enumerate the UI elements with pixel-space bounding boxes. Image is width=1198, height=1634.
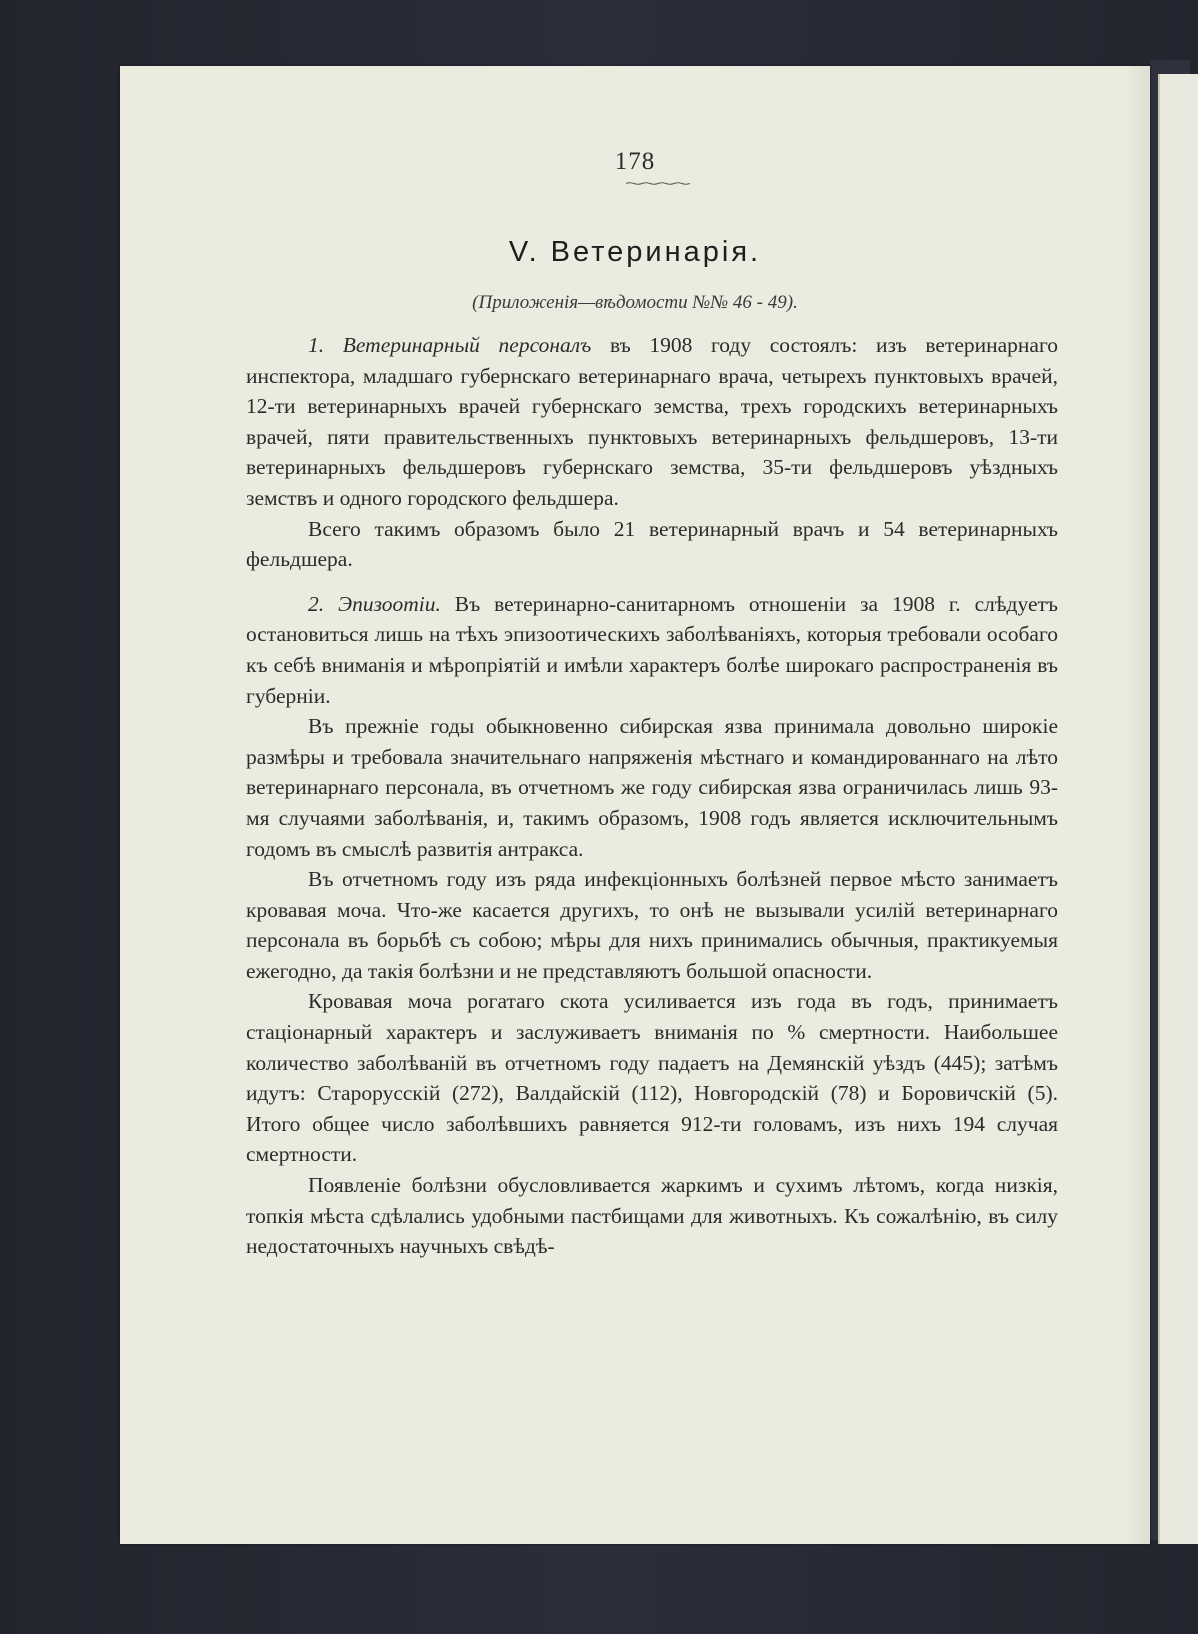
section-title: V. Ветеринарія.	[508, 236, 762, 268]
paragraph-text: Кровавая моча рогатаго скота усиливается изъ года въ годъ, принимаетъ стаціонарный характеръ и заслуживаетъ вниманія по % смертности. Наибольшее количество заболѣваній въ отчетномъ году падаетъ на Демянскій уѣздъ (445); затѣмъ идутъ: Старорусскій (272), Валдайскій (112), Новгородскій (78) и Боровичскій (5). Итого общее число заболѣвшихъ равняется 912-ти головамъ, изъ нихъ 194 случая смертности.	[246, 989, 1058, 1167]
paragraph-heading: 2. Эпизоотіи.	[308, 591, 441, 616]
paragraph-totals	[246, 514, 1058, 575]
body-text	[246, 330, 1058, 1262]
paragraph-causes	[246, 1170, 1058, 1262]
paragraph-text: Въ ветеринарно-санитарномъ отношеніи за 1908 г. слѣдуетъ остановиться лишь на тѣхъ эпизоотическихъ заболѣваніяхъ, которыя требовали особаго къ себѣ вниманія и мѣропріятій и имѣли характеръ болѣе широкаго распространенія въ губерніи.	[246, 591, 1058, 708]
paragraph-text: Въ отчетномъ году изъ ряда инфекціонныхъ болѣзней первое мѣсто занимаетъ кровавая моча. Что-же касается другихъ, то онѣ не вызывали усилій ветеринарнаго персонала въ борьбѣ съ собою; мѣры для нихъ принимались обычныя, практикуемыя ежегодно, да такія болѣзни и не представляютъ большой опасности.	[246, 867, 1058, 983]
paragraph-text: Всего такимъ образомъ было 21 ветеринарный врачъ и 54 ветеринарныхъ фельдшера.	[246, 516, 1058, 572]
paragraph-epizootics	[246, 589, 1058, 711]
paragraph-infections	[246, 864, 1058, 986]
page-gutter-shade	[1124, 66, 1150, 1544]
section-subtitle: (Приложенія—вѣдомости №№ 46 - 49).	[472, 292, 798, 313]
paragraph-heading: 1. Ветеринарный персоналъ	[308, 333, 592, 357]
paragraph-text: въ 1908 году состоялъ: изъ ветеринарнаго инспектора, младшаго губернскаго ветеринарнаго врача, четырехъ пунктовыхъ врачей, 12-ти ветеринарныхъ врачей губернскаго земства, трехъ городскихъ ветеринарныхъ врачей, пяти правительственныхъ пунктовыхъ ветеринарныхъ фельдшеровъ, 13-ти ветеринарныхъ фельдшеровъ губернскаго земства, 35-ти фельдшеровъ уѣздныхъ земствъ и одного городского фельдшера.	[246, 333, 1058, 510]
paragraph-anthrax	[246, 711, 1058, 864]
book-page	[120, 66, 1150, 1544]
page-number-ornament	[626, 182, 690, 185]
adjacent-page-edge	[1158, 74, 1198, 1544]
paragraph-personnel	[246, 330, 1058, 514]
paragraph-bloody-urine	[246, 986, 1058, 1170]
page-number: 178	[614, 148, 656, 175]
paragraph-text: Появленіе болѣзни обусловливается жаркимъ и сухимъ лѣтомъ, когда низкія, топкія мѣста сдѣлались удобными пастбищами для животныхъ. Къ сожалѣнію, въ силу недостаточныхъ научныхъ свѣдѣ-	[246, 1173, 1058, 1259]
paragraph-text: Въ прежніе годы обыкновенно сибирская язва принимала довольно широкіе размѣры и требовала значительнаго напряженія мѣстнаго и командированнаго на лѣто ветеринарнаго персонала, въ отчетномъ же году сибирская язва ограничилась лишь 93-мя случаями заболѣванія, и, такимъ образомъ, 1908 годъ является исключительнымъ годомъ въ смыслѣ развитія антракса.	[246, 714, 1058, 861]
